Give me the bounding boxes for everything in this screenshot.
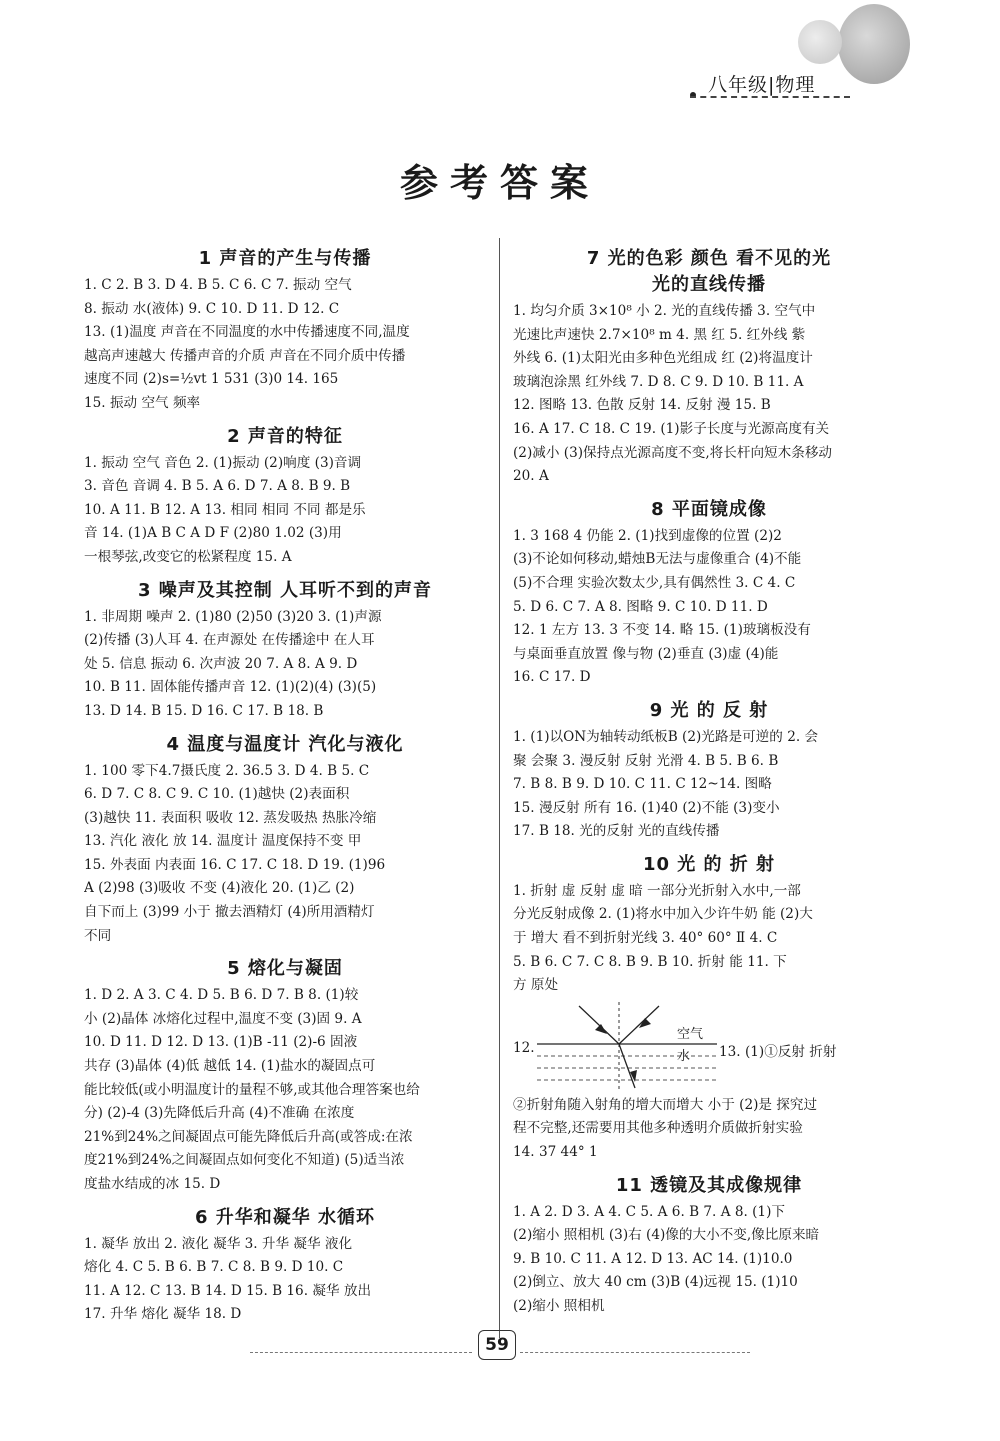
answer-line: 12. 1 左方 13. 3 不变 14. 略 15. (1)玻璃板没有 (513, 622, 811, 639)
section-title (84, 422, 486, 448)
answer-block (513, 525, 905, 690)
answer-line: 21%到24%之间凝固点可能先降低后升高(或答成:在浓 (84, 1128, 413, 1145)
answer-line: 与桌面垂直放置 像与物 (2)垂直 (3)虚 (4)能 (513, 645, 779, 662)
answer-line: 8. 振动 水(液体) 9. C 10. D 11. D 12. C (84, 300, 340, 317)
answer-line: 共存 (3)晶体 (4)低 越低 14. (1)盐水的凝固点可 (84, 1058, 376, 1075)
figure-question-number: 12. (513, 1039, 535, 1056)
section-title (513, 696, 905, 722)
answer-line: 17. 升华 熔化 凝华 18. D (84, 1306, 242, 1323)
answer-line: 于 增大 看不到折射光线 3. 40° 60° Ⅱ 4. C (513, 930, 778, 947)
answer-line: (2)减小 (3)保持点光源高度不变,将长杆向短木条移动 (513, 444, 833, 461)
refraction-diagram (537, 1002, 717, 1092)
answer-line: 分) (2)-4 (3)先降低后升高 (4)不准确 在浓度 (84, 1105, 355, 1122)
answer-line: 5. D 6. C 7. A 8. 图略 9. C 10. D 11. D (513, 598, 768, 615)
section-title-text: 4 温度与温度计 汽化与液化 (166, 733, 404, 755)
answer-line: 处 5. 信息 振动 6. 次声波 20 7. A 8. A 9. D (84, 655, 358, 672)
header-label: 八年级|物理 (708, 74, 816, 96)
water-label: 水 (677, 1048, 691, 1064)
answer-line: 3. 音色 音调 4. B 5. A 6. D 7. A 8. B 9. B (84, 478, 351, 495)
answer-line: 1. 凝华 放出 2. 液化 凝华 3. 升华 凝华 液化 (84, 1235, 353, 1252)
figure-side-answer: 13. (1)①反射 折射 (719, 1043, 837, 1060)
answer-line: 17. B 18. 光的反射 光的直线传播 (513, 823, 720, 840)
section-title-text: 3 噪声及其控制 人耳听不到的声音 (137, 579, 433, 601)
answer-line: 1. 振动 空气 音色 2. (1)振动 (2)响度 (3)音调 (84, 454, 362, 471)
answer-line: 13. (1)温度 声音在不同温度的水中传播速度不同,温度 (84, 324, 410, 341)
section-title (513, 495, 905, 521)
section-title (513, 244, 905, 296)
answer-line: 程不完整,还需要用其他多种透明介质做折射实验 (513, 1120, 803, 1137)
answer-line: 16. A 17. C 18. C 19. (1)影子长度与光源高度有关 (513, 420, 830, 437)
answer-line: 7. B 8. B 9. D 10. C 11. C 12~14. 图略 (513, 776, 772, 793)
answer-line: A (2)98 (3)吸收 不变 (4)液化 20. (1)乙 (2) (84, 880, 355, 897)
section-title-text: 1 声音的产生与传播 (198, 248, 372, 269)
answer-block (513, 300, 905, 489)
section-title (84, 576, 486, 602)
answer-line: 1. A 2. D 3. A 4. C 5. A 6. B 7. A 8. (1)下 (513, 1203, 785, 1220)
answer-line: 分光反射成像 2. (1)将水中加入少许牛奶 能 (2)大 (513, 906, 813, 923)
answer-block (513, 880, 905, 998)
incident-arrow (595, 1024, 607, 1034)
answer-line: 1. C 2. B 3. D 4. B 5. C 6. C 7. 振动 空气 (84, 277, 352, 293)
section-title-text: 8 平面镜成像 (651, 498, 767, 520)
answer-line: 音 14. (1)A B C A D F (2)80 1.02 (3)用 (84, 525, 342, 542)
right-column (513, 238, 905, 1319)
answer-line: (2)传播 (3)人耳 4. 在声源处 在传播途中 在人耳 (84, 632, 375, 649)
answer-line: 1. 非周期 噪声 2. (1)80 (2)50 (3)20 3. (1)声源 (84, 608, 382, 625)
page-number-rule-right (520, 1352, 750, 1353)
answer-line: 15. 振动 空气 频率 (84, 394, 201, 411)
answer-line: 1. 3 168 4 仍能 2. (1)找到虚像的位置 (2)2 (513, 527, 782, 544)
answer-line: 1. D 2. A 3. C 4. D 5. B 6. D 7. B 8. (1)较 (84, 987, 359, 1004)
section-title (513, 850, 905, 876)
answer-line: 11. A 12. C 13. B 14. D 15. B 16. 凝华 放出 (84, 1282, 372, 1299)
answer-line: (2)缩小 照相机 (3)右 (4)像的大小不变,像比原来暗 (513, 1227, 820, 1244)
answer-line: 14. 37 44° 1 (513, 1144, 598, 1161)
page-title: 参考答案 (399, 161, 600, 205)
section-title-text: 9 光 的 反 射 (649, 699, 769, 721)
refraction-figure (513, 1002, 905, 1092)
answer-line: 15. 外表面 内表面 16. C 17. C 18. D 19. (1)96 (84, 856, 386, 873)
section-title-text: 10 光 的 折 射 (642, 853, 776, 875)
air-label: 空气 (677, 1026, 704, 1042)
section-title (84, 730, 486, 756)
answer-block (84, 984, 486, 1196)
answer-line: 15. 漫反射 所有 16. (1)40 (2)不能 (3)变小 (513, 799, 780, 816)
left-column (84, 238, 486, 1327)
answer-line: 熔化 4. C 5. B 6. B 7. C 8. B 9. D 10. C (84, 1259, 344, 1276)
answer-block (84, 606, 486, 724)
answer-block (513, 726, 905, 844)
section-title (513, 1171, 905, 1197)
answer-line: 速度不同 (2)s=½vt 1 531 (3)0 14. 165 (84, 371, 339, 388)
answer-line: 光速比声速快 2.7×10⁸ m 4. 黑 红 5. 红外线 紫 (513, 326, 806, 343)
answer-line: 13. D 14. B 15. D 16. C 17. B 18. B (84, 702, 324, 719)
answer-block (84, 1233, 486, 1327)
section-title (84, 1203, 486, 1229)
answer-line: ②折射角随入射角的增大而增大 小于 (2)是 探究过 (513, 1096, 818, 1113)
answer-line: 不同 (84, 927, 112, 944)
answer-line: 10. B 11. 固体能传播声音 12. (1)(2)(4) (3)(5) (84, 679, 377, 696)
answer-line: 20. A (513, 468, 549, 485)
decor-circle-small (798, 20, 842, 64)
answer-block (84, 274, 486, 416)
answer-line: 1. 均匀介质 3×10⁸ 小 2. 光的直线传播 3. 空气中 (513, 303, 816, 319)
answer-line: 10. D 11. D 12. D 13. (1)B -11 (2)-6 固液 (84, 1034, 358, 1051)
section-title-text: 5 熔化与凝固 (227, 958, 343, 980)
refracted-ray (619, 1044, 635, 1088)
answer-line: 13. 汽化 液化 放 14. 温度计 温度保持不变 甲 (84, 833, 362, 850)
answer-line: 10. A 11. B 12. A 13. 相同 相同 不同 都是乐 (84, 501, 366, 518)
answer-line: 6. D 7. C 8. C 9. C 10. (1)越快 (2)表面积 (84, 786, 350, 803)
section-title (84, 244, 486, 270)
answer-line: (3)不论如何移动,蜡烛B无法与虚像重合 (4)不能 (513, 551, 802, 568)
answer-line: 一根琴弦,改变它的松紧程度 15. A (84, 548, 292, 565)
answer-line: 越高声速越大 传播声音的介质 声音在不同介质中传播 (84, 347, 406, 364)
column-divider (499, 238, 500, 1338)
answer-block (513, 1094, 905, 1165)
answer-line: (5)不合理 实验次数太少,具有偶然性 3. C 4. C (513, 574, 796, 591)
section-title (84, 954, 486, 980)
answer-line: 能比较低(或小明温度计的量程不够,或其他合理答案也给 (84, 1081, 420, 1098)
section-subtitle-text: 光的直线传播 (652, 274, 766, 295)
answer-line: 1. 100 零下4.7摄氏度 2. 36.5 3. D 4. B 5. C (84, 762, 370, 779)
answer-line: 外线 6. (1)太阳光由多种色光组成 红 (2)将温度计 (513, 350, 813, 367)
section-title-text: 11 透镜及其成像规律 (615, 1174, 803, 1196)
answer-line: 5. B 6. C 7. C 8. B 9. B 10. 折射 能 11. 下 (513, 953, 787, 970)
answer-line: 度盐水结成的冰 15. D (84, 1176, 221, 1192)
section-title-text: 6 升华和凝华 水循环 (194, 1206, 376, 1228)
reflected-ray (619, 1006, 659, 1044)
answer-block (84, 760, 486, 949)
answer-line: 1. (1)以ON为轴转动纸板B (2)光路是可逆的 2. 会 (513, 728, 819, 745)
page-number-rule-left (250, 1352, 472, 1353)
answer-line: 自下而上 (3)99 小于 撤去酒精灯 (4)所用酒精灯 (84, 904, 375, 921)
answer-line: 聚 会聚 3. 漫反射 反射 光滑 4. B 5. B 6. B (513, 752, 779, 769)
section-title-text: 7 光的色彩 颜色 看不见的光 (586, 248, 832, 269)
answer-line: 方 原处 (513, 977, 559, 994)
decor-circle-large (838, 4, 910, 84)
answer-line: 16. C 17. D (513, 669, 591, 686)
answer-line: (2)缩小 照相机 (513, 1298, 605, 1314)
answer-line: (2)倒立、放大 40 cm (3)B (4)远视 15. (1)10 (513, 1274, 798, 1291)
answer-line: 1. 折射 虚 反射 虚 暗 一部分光折射入水中,一部 (513, 882, 801, 899)
answer-block (84, 452, 486, 570)
answer-line: 度21%到24%之间凝固点如何变化不知道) (5)适当浓 (84, 1152, 405, 1169)
incident-ray (579, 1006, 619, 1044)
answer-block (513, 1201, 905, 1319)
answer-line: 玻璃泡涂黑 红外线 7. D 8. C 9. D 10. B 11. A (513, 373, 804, 390)
answer-line: 小 (2)晶体 冰熔化过程中,温度不变 (3)固 9. A (84, 1010, 362, 1027)
answer-line: 9. B 10. C 11. A 12. D 13. AC 14. (1)10.0 (513, 1250, 793, 1267)
section-title-text: 2 声音的特征 (227, 425, 343, 447)
answer-line: 12. 图略 13. 色散 反射 14. 反射 漫 15. B (513, 397, 771, 414)
answer-line: (3)越快 11. 表面积 吸收 12. 蒸发吸热 热胀冷缩 (84, 809, 377, 826)
page-number: 59 (478, 1330, 516, 1360)
